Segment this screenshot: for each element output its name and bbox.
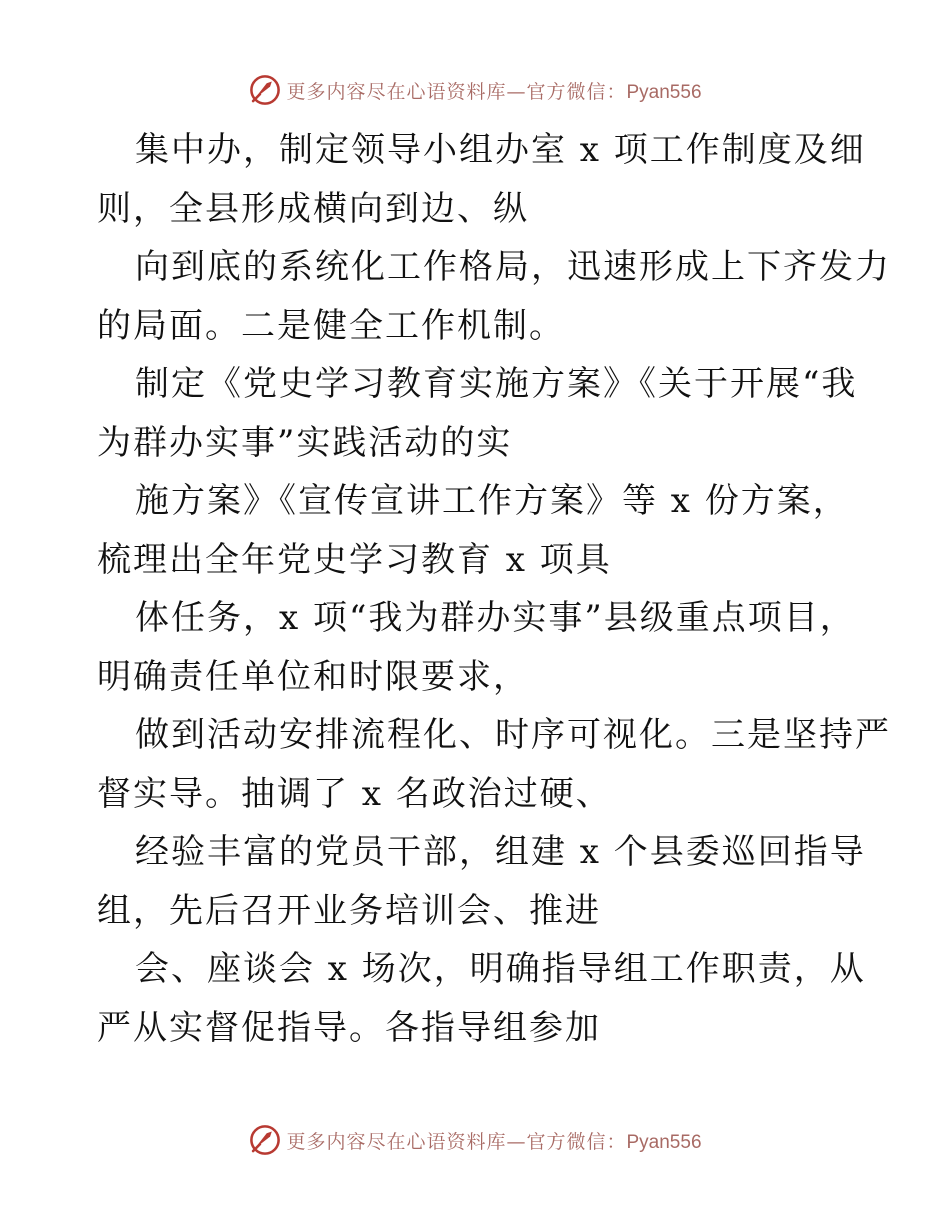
body-line: 则，全县形成横向到边、纵 — [97, 188, 529, 229]
body-line: 督实导。抽调了 x 名政治过硬、 — [97, 773, 612, 814]
body-line: 向到底的系统化工作格局，迅速形成上下齐发力 — [135, 247, 891, 287]
header-banner — [0, 70, 950, 110]
body-line: 梳理出全年党史学习教育 x 项具 — [97, 539, 612, 580]
body-line: 会、座谈会 x 场次，明确指导组工作职责，从 — [135, 949, 866, 989]
footer-banner-text: 更多内容尽在心语资料库—官方微信：Pyan556 — [286, 1130, 702, 1153]
pen-nib-logo-icon — [248, 1123, 282, 1157]
header-banner-text: 更多内容尽在心语资料库—官方微信：Pyan556 — [286, 80, 702, 103]
body-line: 集中办，制定领导小组办室 x 项工作制度及细 — [135, 130, 866, 170]
body-line: 制定《党史学习教育实施方案》《关于开展“我 — [135, 364, 858, 404]
body-line: 为群办实事”实践活动的实 — [97, 422, 513, 463]
body-line: 组，先后召开业务培训会、推进 — [97, 890, 601, 931]
body-line: 的局面。二是健全工作机制。 — [97, 305, 565, 346]
body-line: 体任务，x 项“我为群办实事”县级重点项目， — [135, 598, 856, 638]
body-line: 严从实督促指导。各指导组参加 — [97, 1007, 601, 1048]
pen-nib-logo-icon — [248, 73, 282, 107]
document-body — [97, 121, 891, 1057]
body-line: 经验丰富的党员干部，组建 x 个县委巡回指导 — [135, 832, 866, 872]
body-line: 做到活动安排流程化、时序可视化。三是坚持严 — [135, 715, 891, 755]
body-line: 明确责任单位和时限要求， — [97, 656, 529, 697]
body-line: 施方案》《宣传宣讲工作方案》等 x 份方案， — [135, 481, 849, 521]
footer-banner — [0, 1120, 950, 1160]
